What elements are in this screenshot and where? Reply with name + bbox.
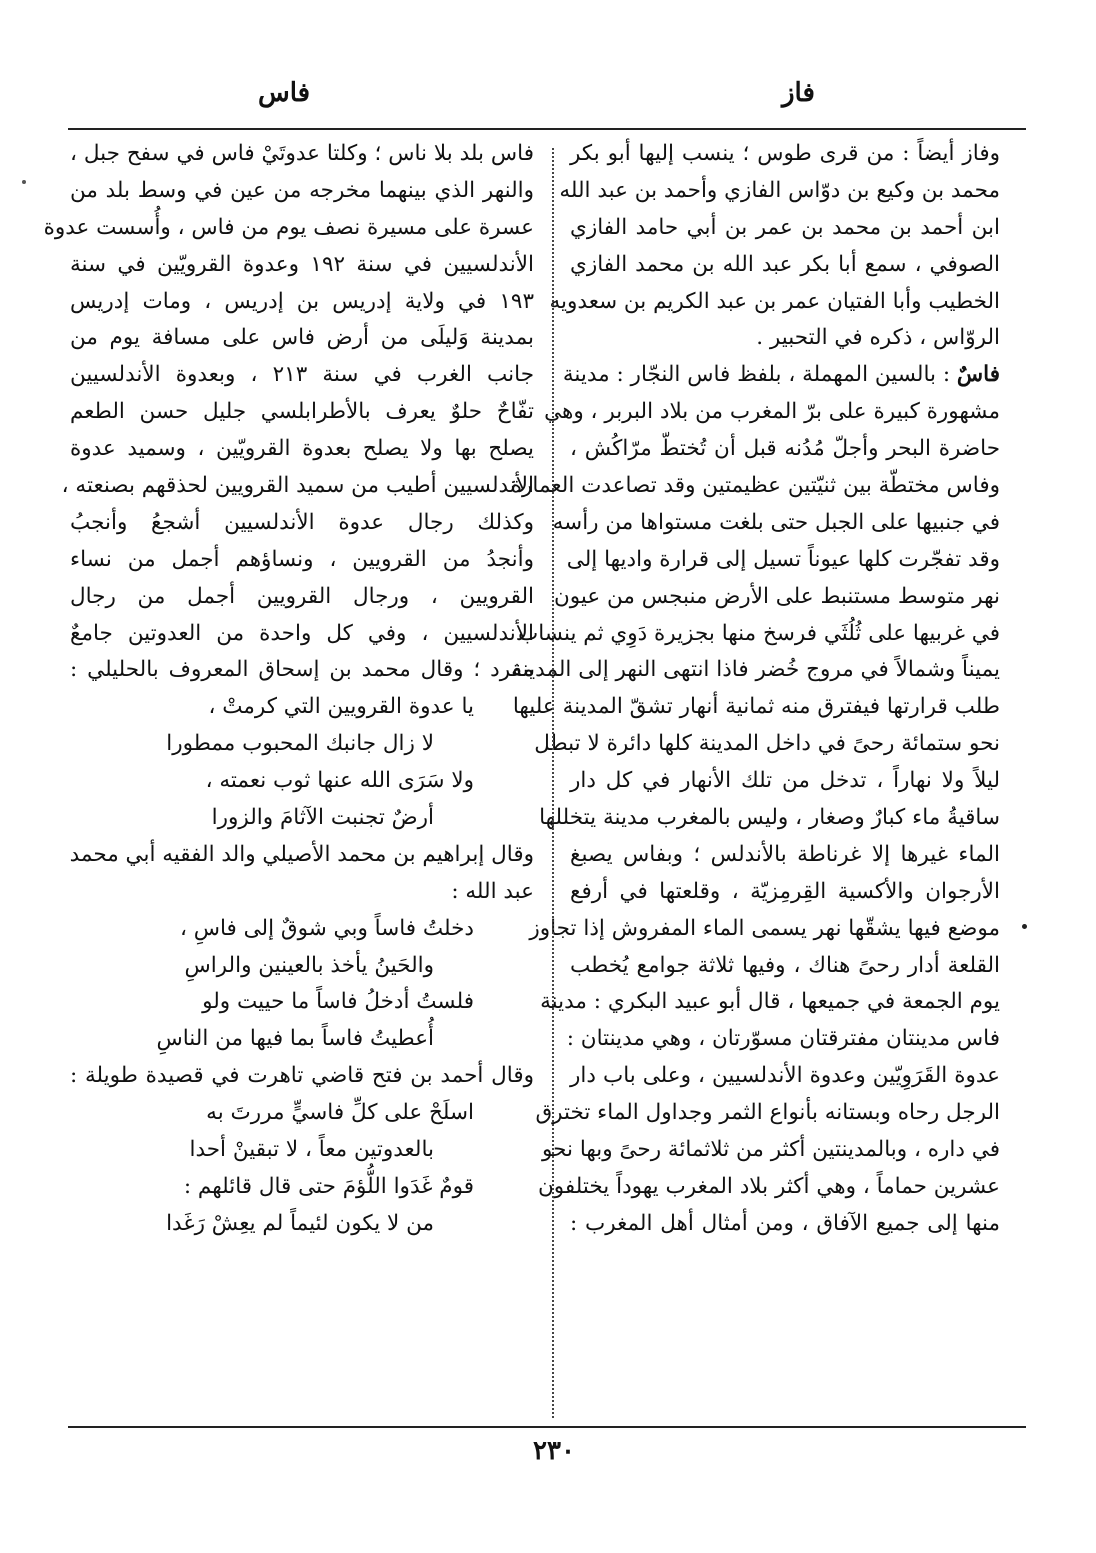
text-line: الخطيب وأبا الفتيان عمر بن عبد الكريم بن سعدويه	[549, 288, 1000, 314]
text-line: يميناً وشمالاً في مروج خُضر فاذا انتهى النهر إلى المدينة	[511, 657, 1000, 683]
header-title-right: فاز	[782, 78, 815, 108]
text-line: وقال أحمد بن فتح قاضي تاهرت في قصيدة طويلة :	[70, 1063, 534, 1089]
verse-line: بالعدوتين معاً ، لا تبقينْ أحدا	[189, 1137, 434, 1163]
text-line: مفرد ؛ وقال محمد بن إسحاق المعروف بالحليلي :	[70, 657, 534, 683]
text-line: بمدينة وَليلَى من أرض فاس على مسافة يوم من	[70, 325, 534, 351]
left-column	[43, 136, 534, 1243]
text-line: الروّاس ، ذكره في التحبير .	[756, 325, 1000, 351]
verse-line: والحَينُ يأخذ بالعينين والراسِ	[184, 952, 434, 978]
text-line: في داره ، وبالمدينتين أكثر من ثلاثمائة رحىً وبها نحو	[542, 1137, 1000, 1163]
entry-lemma: فاسٌ	[956, 362, 1000, 388]
bottom-rule	[68, 1426, 1026, 1428]
text-line: منها إلى جميع الآفاق ، ومن أمثال أهل المغرب :	[570, 1210, 1000, 1236]
text-line: عبد الله :	[451, 878, 534, 904]
verse-line: يا عدوة القرويين التي كرمتْ ،	[208, 694, 474, 720]
text-line: وقد تفجّرت كلها عيوناً تسيل إلى قرارة واديها إلى	[566, 546, 1000, 572]
text-line: وقال إبراهيم بن محمد الأصيلي والد الفقيه أبي محمد	[69, 841, 534, 867]
text-line: يوم الجمعة في جميعها ، قال أبو عبيد البكري : مدينة	[540, 989, 1000, 1015]
text-line: في غربيها على ثُلُثَي فرسخ منها بجزيرة دَوِي ثم ينساب	[518, 620, 1000, 646]
text-line: عسرة على مسيرة نصف يوم من فاس ، وأُسست عدوة	[43, 214, 534, 240]
column-divider	[552, 148, 554, 1418]
verse-line: لا زال جانبك المحبوب ممطورا	[166, 731, 434, 757]
text-line: يصلح بها ولا يصلح بعدوة القرويّين ، وسميد عدوة	[70, 436, 534, 462]
text-line: الرجل رحاه وبستانه بأنواع الثمر وجداول الماء تخترق	[535, 1100, 1000, 1126]
verse-line: فلستُ أدخلُ فاساً ما حييت ولو	[202, 989, 474, 1015]
text-line: طلب قرارتها فيفترق منه ثمانية أنهار تشقّ المدينة عليها	[512, 694, 1000, 720]
margin-dot	[1022, 924, 1027, 929]
page-number: ٢٣٠	[533, 1436, 575, 1466]
text-line: القرويين ، ورجال القرويين أجمل من رجال	[70, 583, 534, 609]
verse-line: قومٌ غَدَوا اللُّؤمَ حتى قال قائلهم :	[183, 1173, 474, 1199]
verse-line: دخلتُ فاساً وبي شوقٌ إلى فاسِ ،	[179, 915, 474, 941]
text-line: الأندلسيين في سنة ١٩٢ وعدوة القرويّين في سنة	[70, 251, 534, 277]
entry-heading-line: فاسٌ : بالسين المهملة ، بلفظ فاس النجّار : مدينة	[562, 362, 1000, 388]
text-line: الأندلسيين أطيب من سميد القرويين لحذقهم بصنعته ،	[61, 473, 534, 499]
text-line: في جنبيها على الجبل حتى بلغت مستواها من رأسه	[552, 509, 1000, 535]
text-line: ابن أحمد بن محمد بن عمر بن أبي حامد الفازي	[570, 214, 1000, 240]
text-line: تفّاحٌ حلوٌ يعرف بالأطرابلسي جليل حسن الطعم	[70, 399, 534, 425]
text-line: وفاز أيضاً : من قرى طوس ؛ ينسب إليها أبو بكر	[570, 141, 1000, 166]
text-line: نحو ستمائة رحىً في داخل المدينة كلها دائرة لا تبطل	[534, 731, 1000, 757]
header-title-left: فاس	[258, 78, 311, 108]
text-line: عشرين حماماً ، وهي أكثر بلاد المغرب يهوداً يختلفون	[538, 1173, 1000, 1199]
text-line: فاس بلد بلا ناس ؛ وكلتا عدوتَيْ فاس في سفح جبل ،	[70, 141, 534, 166]
text-line: نهر متوسط مستنبط على الأرض منبجس من عيون	[553, 583, 1000, 609]
text-line: وكذلك رجال عدوة الأندلسيين أشجعُ وأنجبُ	[70, 509, 534, 535]
text-line: ساقيةُ ماء كبارٌ وصغار ، وليس بالمغرب مدينة يتخللها	[539, 805, 1000, 831]
text-line: وأنجدُ من القرويين ، ونساؤهم أجمل من نساء	[70, 546, 534, 572]
text-line: فاس مدينتان مفترقتان مسوّرتان ، وهي مدينتان :	[566, 1026, 1000, 1052]
text-line: ليلاً ولا نهاراً ، تدخل من تلك الأنهار في كل دار	[570, 768, 1000, 794]
text-line: الأندلسيين ، وفي كل واحدة من العدوتين جامعٌ	[70, 620, 534, 646]
verse-line: ولا سَرَى الله عنها ثوب نعمته ،	[205, 768, 474, 794]
text-line: حاضرة البحر وأجلّ مُدُنه قبل أن تُختطّ مرّاكُش ،	[570, 436, 1000, 462]
right-column	[510, 136, 1000, 1243]
margin-dot-small	[22, 180, 26, 184]
verse-line: أُعطيتُ فاساً بما فيها من الناسِ	[156, 1026, 434, 1052]
text-line: مشهورة كبيرة على برّ المغرب من بلاد البربر ، وهي	[544, 399, 1000, 425]
verse-line: أرضٌ تجنبت الآثامَ والزورا	[211, 805, 434, 831]
text-line: الماء غيرها إلا غرناطة بالأندلس ؛ وبفاس يصبغ	[570, 841, 1000, 867]
verse-line: من لا يكون لئيماً لم يعِشْ رَغَدا	[166, 1210, 434, 1236]
text-line: محمد بن وكيع بن دوّاس الفازي وأحمد بن عبد الله	[559, 177, 1000, 203]
text-line: القلعة أدار رحىً هناك ، وفيها ثلاثة جوامع يُخطب	[570, 952, 1000, 978]
top-rule	[68, 128, 1026, 130]
text-line: ١٩٣ في ولاية إدريس بن إدريس ، ومات إدريس	[70, 288, 534, 314]
text-line: وفاس مختطّة بين ثنيّتين عظيمتين وقد تصاعدت العمارة	[510, 473, 1000, 499]
text-line: جانب الغرب في سنة ٢١٣ ، وبعدوة الأندلسيين	[70, 362, 534, 388]
text-line: الصوفي ، سمع أبا بكر عبد الله بن محمد الفازي	[570, 251, 1000, 277]
text-line: موضع فيها يشقّها نهر يسمى الماء المفروش إذا تجاوز	[529, 915, 1000, 941]
text-line: والنهر الذي بينهما مخرجه من عين في وسط بلد من	[70, 177, 534, 203]
verse-line: اسلَحْ على كلِّ فاسيٍّ مررتَ به	[206, 1100, 474, 1126]
text-line: عدوة القَرَوِيّين وعدوة الأندلسيين ، وعلى باب دار	[570, 1063, 1000, 1089]
text-line: الأرجوان والأكسية القِرمِزيّة ، وقلعتها في أرفع	[570, 878, 1000, 904]
